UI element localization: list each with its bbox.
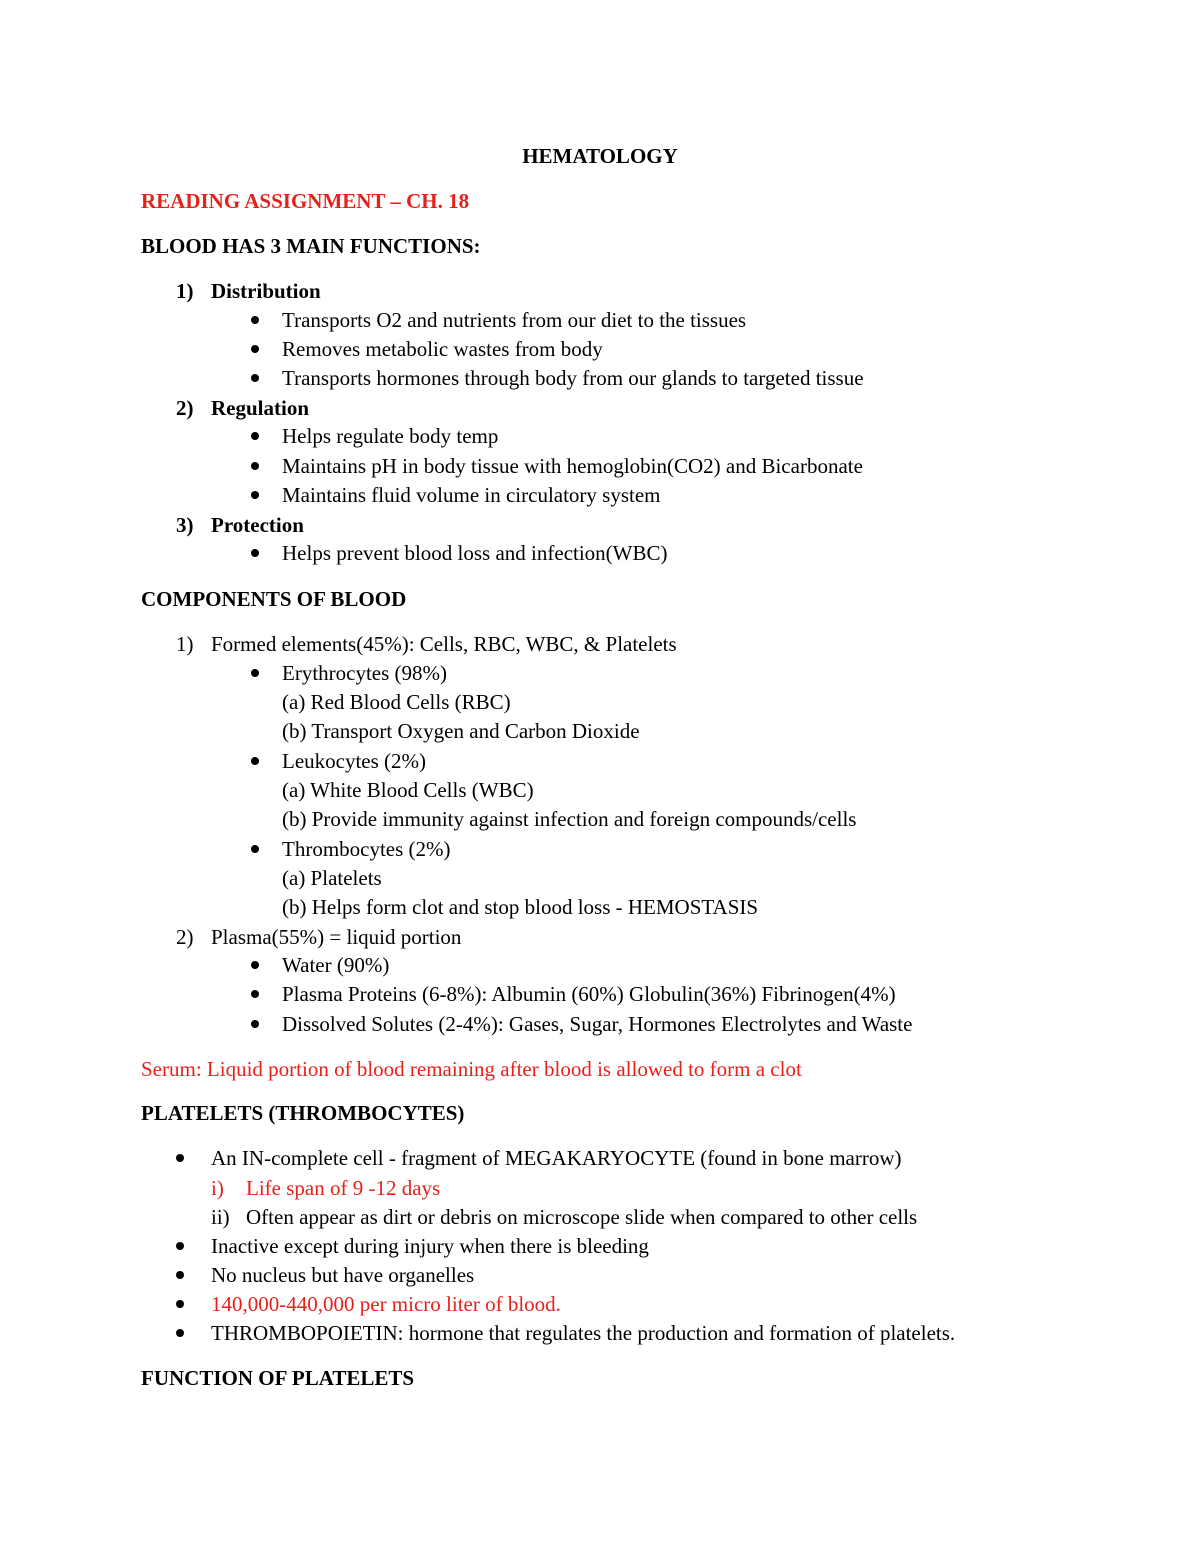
sub-item: (a) White Blood Cells (WBC) — [282, 778, 534, 802]
sub-item-number: ii) — [211, 1205, 230, 1229]
sub-item: (b) Transport Oxygen and Carbon Dioxide — [282, 719, 640, 743]
bullet-icon — [176, 1154, 184, 1162]
bullet-icon — [251, 345, 259, 353]
list-item: Helps regulate body temp — [282, 424, 499, 448]
bullet-icon — [251, 1020, 259, 1028]
list-item: Maintains pH in body tissue with hemoglobin(CO2) and Bicarbonate — [282, 454, 863, 478]
list-item: Erythrocytes (98%) — [282, 661, 448, 685]
sub-item: (a) Red Blood Cells (RBC) — [282, 690, 511, 714]
bullet-icon — [251, 990, 259, 998]
list-item: Maintains fluid volume in circulatory system — [282, 483, 661, 507]
list-item: Leukocytes (2%) — [282, 749, 427, 773]
item-number: 2) — [176, 396, 194, 420]
item-number: 2) — [176, 925, 194, 949]
list-item: THROMBOPOIETIN: hormone that regulates the production and formation of platelets. — [211, 1321, 956, 1345]
components-heading: COMPONENTS OF BLOOD — [141, 587, 407, 611]
bullet-icon — [251, 757, 259, 765]
formed-elements: Formed elements(45%): Cells, RBC, WBC, & Platelets — [211, 632, 677, 656]
function-label-distribution: Distribution — [211, 279, 321, 303]
list-item-platelet-count: 140,000-440,000 per micro liter of blood. — [211, 1292, 561, 1316]
serum-note: Serum: Liquid portion of blood remaining after blood is allowed to form a clot — [141, 1057, 802, 1081]
bullet-icon — [251, 432, 259, 440]
bullet-icon — [176, 1271, 184, 1279]
bullet-icon — [251, 845, 259, 853]
list-item: Dissolved Solutes (2-4%): Gases, Sugar, Hormones Electrolytes and Waste — [282, 1012, 913, 1036]
function-platelets-heading: FUNCTION OF PLATELETS — [141, 1366, 415, 1390]
sub-item: Often appear as dirt or debris on microscope slide when compared to other cells — [246, 1205, 918, 1229]
platelets-heading: PLATELETS (THROMBOCYTES) — [141, 1101, 465, 1125]
list-item: An IN-complete cell - fragment of MEGAKARYOCYTE (found in bone marrow) — [211, 1146, 902, 1170]
item-number: 3) — [176, 513, 194, 537]
plasma: Plasma(55%) = liquid portion — [211, 925, 462, 949]
list-item: Removes metabolic wastes from body — [282, 337, 603, 361]
bullet-icon — [251, 669, 259, 677]
list-item: Plasma Proteins (6-8%): Albumin (60%) Globulin(36%) Fibrinogen(4%) — [282, 982, 896, 1006]
function-label-regulation: Regulation — [211, 396, 310, 420]
sub-item: (b) Helps form clot and stop blood loss - HEMOSTASIS — [282, 895, 759, 919]
item-number: 1) — [176, 279, 194, 303]
list-item: No nucleus but have organelles — [211, 1263, 475, 1287]
bullet-icon — [251, 316, 259, 324]
list-item: Inactive except during injury when there is bleeding — [211, 1234, 649, 1258]
bullet-icon — [176, 1242, 184, 1250]
bullet-icon — [251, 491, 259, 499]
list-item: Water (90%) — [282, 953, 390, 977]
reading-assignment: READING ASSIGNMENT – CH. 18 — [141, 189, 470, 213]
list-item: Thrombocytes (2%) — [282, 837, 451, 861]
bullet-icon — [251, 462, 259, 470]
list-item: Helps prevent blood loss and infection(WBC) — [282, 541, 668, 565]
sub-item-life-span: Life span of 9 -12 days — [246, 1176, 441, 1200]
item-number: 1) — [176, 632, 194, 656]
bullet-icon — [176, 1329, 184, 1337]
list-item: Transports O2 and nutrients from our diet to the tissues — [282, 308, 747, 332]
list-item: Transports hormones through body from our glands to targeted tissue — [282, 366, 864, 390]
bullet-icon — [251, 549, 259, 557]
functions-heading: BLOOD HAS 3 MAIN FUNCTIONS: — [141, 234, 481, 258]
sub-item: (b) Provide immunity against infection and foreign compounds/cells — [282, 807, 857, 831]
bullet-icon — [176, 1300, 184, 1308]
bullet-icon — [251, 374, 259, 382]
bullet-icon — [251, 961, 259, 969]
sub-item-number: i) — [211, 1176, 224, 1200]
function-label-protection: Protection — [211, 513, 304, 537]
page-title: HEMATOLOGY — [522, 144, 678, 168]
sub-item: (a) Platelets — [282, 866, 382, 890]
